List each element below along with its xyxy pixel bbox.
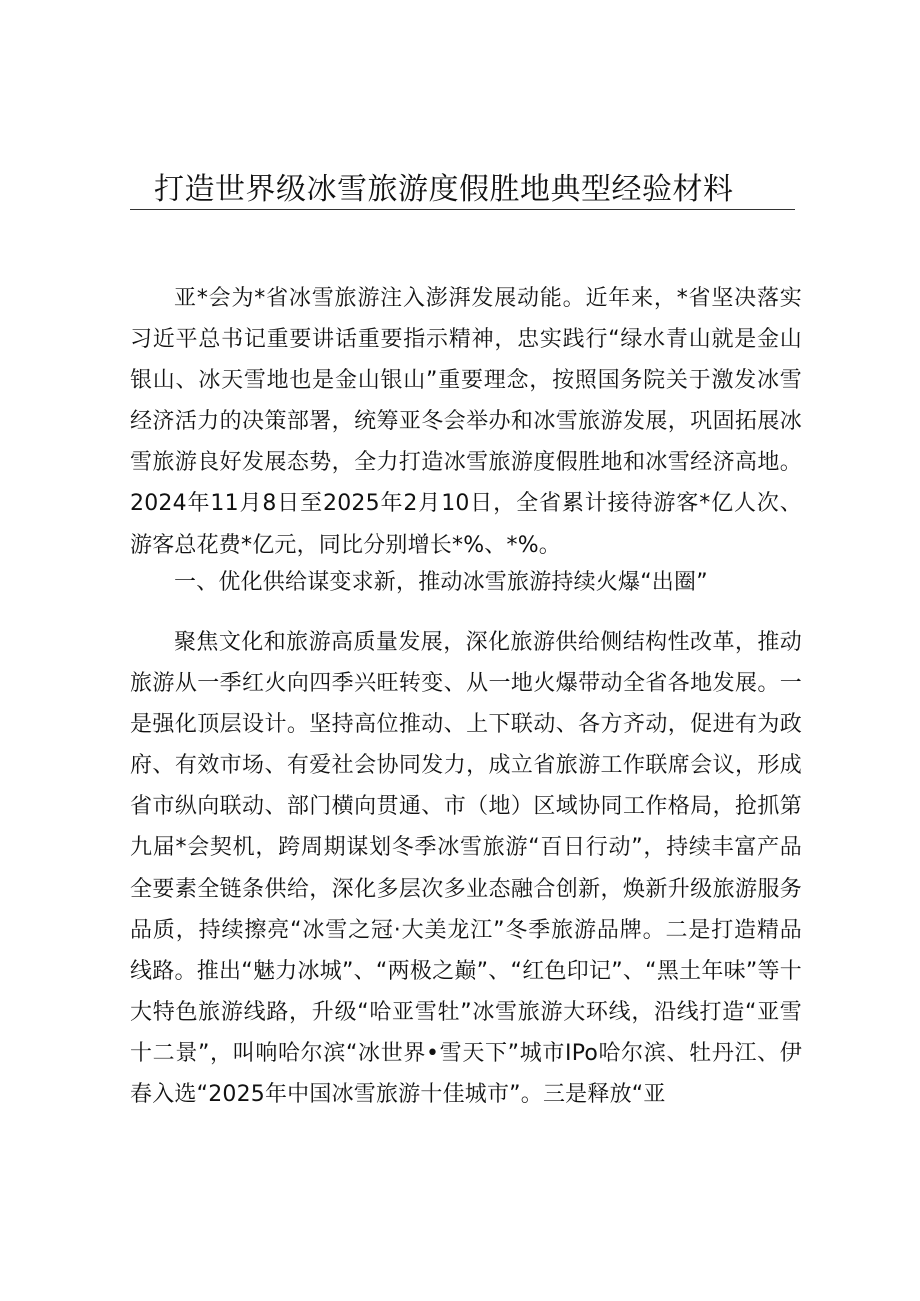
document-title: 打造世界级冰雪旅游度假胜地典型经验材料 [154,172,734,207]
intro-paragraph: 亚*会为*省冰雪旅游注入澎湃发展动能。近年来，*省坚决落实习近平总书记重要讲话重要指示精神，忠实践行“绿水青山就是金山银山、冰天雪地也是金山银山”重要理念，按照国务院关于激发冰雪经济活力的决策部署，统筹亚冬会举办和冰雪旅游发展，巩固拓展冰雪旅游良好发展态势，全力打造冰雪旅游度假胜地和冰雪经济高地。2024年11月8日至2025年2月10日，全省累计接待游客*亿人次、游客总花费*亿元，同比分别增长*%、*%。 [130,286,802,558]
title-underline [130,209,795,210]
body-paragraph: 聚焦文化和旅游高质量发展，深化旅游供给侧结构性改革，推动旅游从一季红火向四季兴旺转变、从一地火爆带动全省各地发展。一是强化顶层设计。坚持高位推动、上下联动、各方齐动，促进有为政府、有效市场、有爱社会协同发力，成立省旅游工作联席会议，形成省市纵向联动、部门横向贯通、市（地）区域协同工作格局，抢抓第九届*会契机，跨周期谋划冬季冰雪旅游“百日行动”，持续丰富产品全要素全链条供给，深化多层次多业态融合创新，焕新升级旅游服务品质，持续擦亮“冰雪之冠·大美龙江”冬季旅游品牌。二是打造精品线路。推出“魅力冰城”、“两极之巅”、“红色印记”、“黑土年味”等十大特色旅游线路，升级“哈亚雪牡”冰雪旅游大环线，沿线打造“亚雪十二景”，叫响哈尔滨“冰世界•雪天下”城市IPo哈尔滨、牡丹江、伊春入选“2025年中国冰雪旅游十佳城市”。三是释放“亚 [130,630,802,1108]
section-heading: 一、优化供给谋变求新，推动冰雪旅游持续火爆“出圈” [174,570,708,595]
